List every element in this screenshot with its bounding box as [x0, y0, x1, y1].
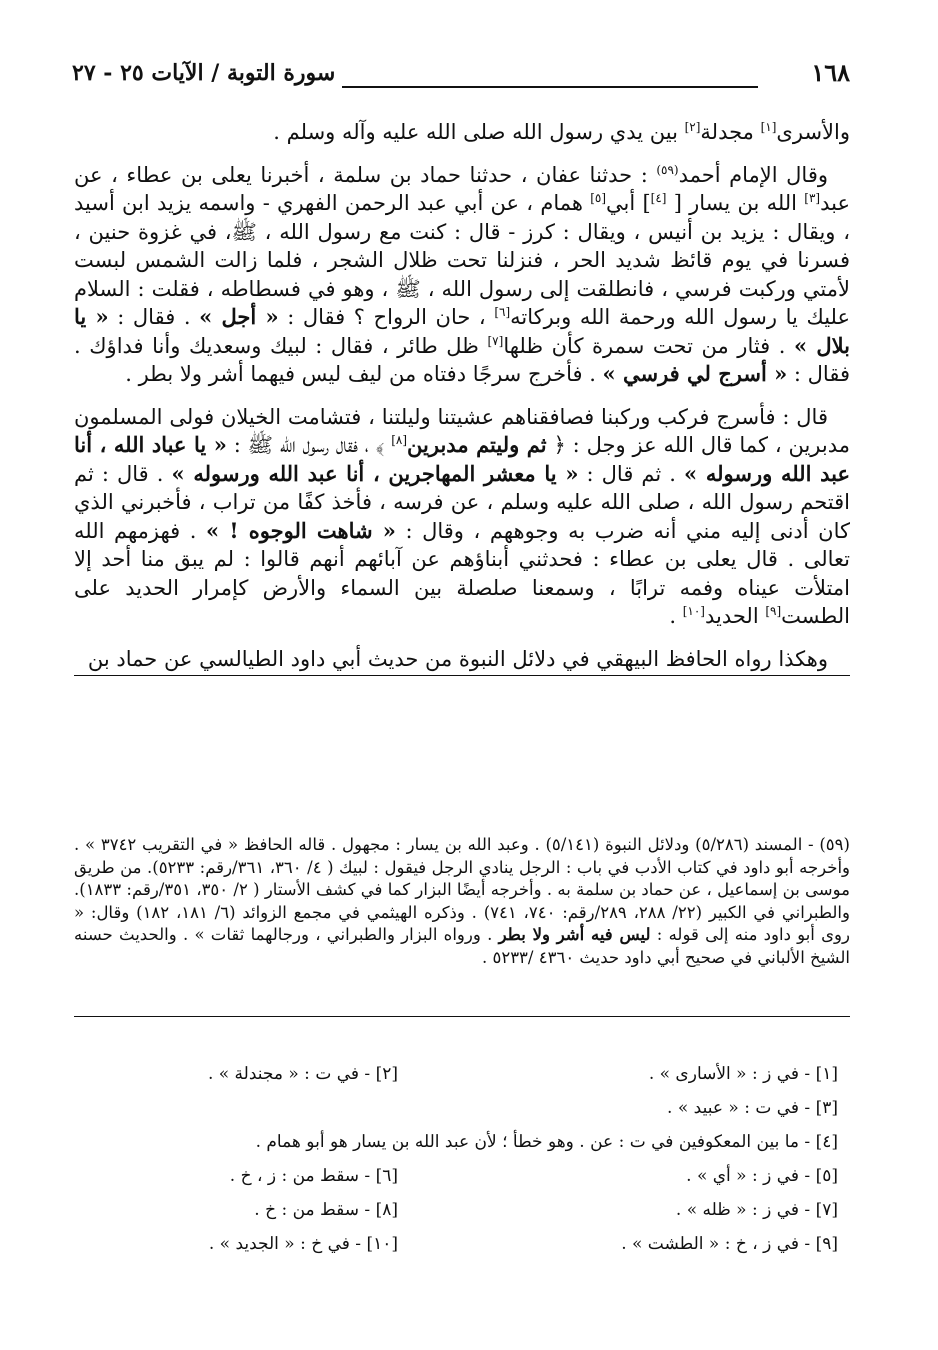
variant-note: [٧] - في ز : « ظله » . — [675, 1200, 838, 1220]
text-run: همام ، عن أبي عبد الرحمن الفهري - واسمه يزيد ابن أسيد ، ويقال : يزيد بن أنيس ، ويقال : كرز - قال : كنت مع رسول الله ، ﷺ، في غزوة حنين ، فسرنا في يوم قائظ شديد الحر ، فنزلنا تحت ظلال الشجر ، فلما زالت الشمس لبست لأمتي وركبت فرسي ، فانطلقت إلى رسول الله ، ﷺ ، وهو في فسطاطه ، فقلت : السلام عليك يا رسول الله ورحمة الله وبركاته — [74, 191, 851, 329]
quoted-speech: « يا عباد الله ، أنا عبد الله ورسوله » — [74, 432, 850, 486]
quran-verse: ثم وليتم مدبرين — [407, 432, 547, 457]
text-run: مجدلة — [700, 120, 761, 144]
main-text — [74, 118, 850, 676]
variant-row — [160, 1166, 838, 1200]
variant-note: [٢] - في ت : « مجندلة » . — [207, 1064, 398, 1084]
variant-row — [160, 1200, 838, 1234]
text-run: وقال الإمام أحمد — [678, 162, 828, 187]
text-run: . فقال : — [108, 305, 200, 329]
variant-row — [160, 1234, 838, 1268]
variant-note: [٤] - ما بين المعكوفين في ت : عن . وهو خطأ ؛ لأن عبد الله بن يسار هو أبو همام . — [255, 1132, 838, 1152]
text-run: الحديد — [704, 604, 766, 628]
footnote-text: . ورواه البزار والطبراني ، ورجالهما ثقات » . والحديث حسنه الشيخ الألباني في صحيح أبي داود حديث ٤٣٦٠ /٥٢٣٣ . — [74, 925, 850, 967]
text-run: . فهزمهم الله تعالى . قال يعلى بن عطاء : فحدثني أبناؤهم عن آبائهم أنهم قالوا : لم يبق منا أحد إلا امتلأت عيناه وفمه ترابًا ، وسمعنا صلصلة بين السماء والأرض كإمرار الحديد على الطست — [74, 518, 850, 628]
variant-note: [١] - في ز : « الأسارى » . — [648, 1064, 838, 1084]
variant-row — [160, 1064, 838, 1098]
variant-ref: [٧] — [487, 333, 504, 348]
variant-notes — [160, 1064, 838, 1268]
variant-ref: [١] — [760, 120, 777, 134]
quoted-speech: « أسرج لي فرسي » — [602, 361, 788, 386]
text-run: وهكذا رواه الحافظ البيهقي في دلائل النبوة من حديث أبي داود الطيالسي عن حماد بن — [87, 646, 828, 671]
variant-note: [٩] - في ز ، خ : « الطشت » . — [621, 1234, 838, 1254]
variant-note: [٣] - في ت : « عبيد » . — [667, 1098, 838, 1118]
text-run: . — [669, 604, 683, 628]
text-run: : حدثنا عفان ، حدثنا حماد بن سلمة ، أخبرنا يعلى بن عطاء ، عن عبد — [74, 162, 850, 215]
header-rule — [342, 86, 758, 88]
variant-note: [٦] - سقط من : ز ، خ . — [229, 1166, 398, 1186]
variant-ref: [١٠] — [682, 604, 705, 618]
text-run: والأسرى — [776, 120, 850, 144]
variant-ref: [٥] — [590, 191, 607, 205]
footnote-text: (٥٩) - المسند (٥/٢٨٦) ودلائل النبوة (٥/١٤١) . وعبد الله بن يسار : مجهول . قاله الحافظ « في التقريب ٣٧٤٢ » . وأخرجه أبو داود في كتاب الأدب في باب : الرجل ينادي الرجل فيقول : لبيك ( ٤/ ٣٦٠، ٣٦١/رقم: ٥٢٣٣). من طريق موسى بن إسماعيل ، عن حماد بن سلمة به . وأخرجه أيضًا البزار كما في كشف الأستار ( ٢/ ٣٥٠، ٣٥١/رقم: ١٨٣٣). والطبراني في الكبير (٢٢/ ٢٨٨، ٢٨٩/رقم: ٧٤٠، ٧٤١) . وذكره الهيثمي في مجمع الزوائد (٦/ ١٨١، ١٨٢) وقال: « روى أبو داود منه إلى قوله : — [74, 835, 850, 944]
variant-note: [٥] - في ز : « أي » . — [686, 1166, 838, 1186]
text-run: الله بن يسار [ — [666, 191, 805, 215]
variant-ref: [٢] — [684, 120, 701, 134]
footnote-59 — [74, 834, 850, 969]
page-number: ١٦٨ — [811, 58, 850, 87]
footnote-separator — [74, 1016, 850, 1017]
running-title: سورة التوبة / الآيات ٢٥ - ٢٧ — [72, 60, 336, 86]
text-run: ظل طائر ، فقال : لبيك وسعديك وأنا فداؤك . فقال : — [74, 333, 850, 386]
paragraph-2 — [74, 403, 850, 631]
variant-row — [160, 1132, 838, 1166]
text-run: . ثم قال : — [578, 461, 685, 486]
footnote-quote: ليس فيه أشر ولا بطر — [498, 925, 651, 944]
variant-ref: [٦] — [494, 305, 511, 319]
variant-ref: [٩] — [765, 604, 782, 618]
text-run: قال : فأسرج فركب وركبنا فصافقناهم عشيتنا وليلتنا ، فتشامت الخيلان فولى المسلمون مدبرين ، كما قال الله عز وجل : ﴿ — [74, 404, 851, 457]
text-run: . فأخرج سرجًا دفتاه من ليف ليس فيهما أشر ولا بطر . — [125, 362, 603, 386]
variant-ref: [٤] — [650, 191, 667, 205]
quoted-speech: « يا بلال » — [74, 304, 851, 358]
quoted-speech: « أجل » — [199, 304, 279, 329]
variant-row — [160, 1098, 838, 1132]
text-run: بين يدي رسول الله صلى الله عليه وآله وسلم . — [273, 120, 685, 144]
quoted-speech: « شاهت الوجوه ! » — [206, 517, 396, 543]
variant-note: [١٠] - في خ : « الجديد » . — [208, 1234, 398, 1254]
text-run: . فثار من تحت سمرة كأن ظلها — [503, 333, 795, 358]
text-run: ﴾ ، فقال رسول الله ﷺ : — [226, 433, 392, 457]
text-run: ، حان الرواح ؟ فقال : — [278, 305, 495, 329]
variant-note: [٨] - سقط من : خ . — [254, 1200, 398, 1220]
page-header — [72, 56, 850, 96]
paragraph-3 — [74, 645, 850, 677]
variant-ref: [٣] — [804, 191, 821, 205]
quoted-speech: « يا معشر المهاجرين ، أنا عبد الله ورسوله » — [171, 460, 579, 486]
paragraph-1 — [74, 161, 850, 389]
text-run: ] أبي — [606, 191, 651, 215]
footnote-ref: (٥٩) — [656, 162, 679, 177]
text-run: . قال : ثم اقتحم رسول الله ، صلى الله عليه وسلم ، عن فرسه ، فأخذ كفًا من تراب ، فأخبرني الذي كان أدنى إليه مني أنه ضرب به وجوههم ، وقال : — [74, 461, 850, 543]
variant-ref: [٨] — [391, 433, 408, 447]
paragraph-0 — [74, 118, 850, 147]
